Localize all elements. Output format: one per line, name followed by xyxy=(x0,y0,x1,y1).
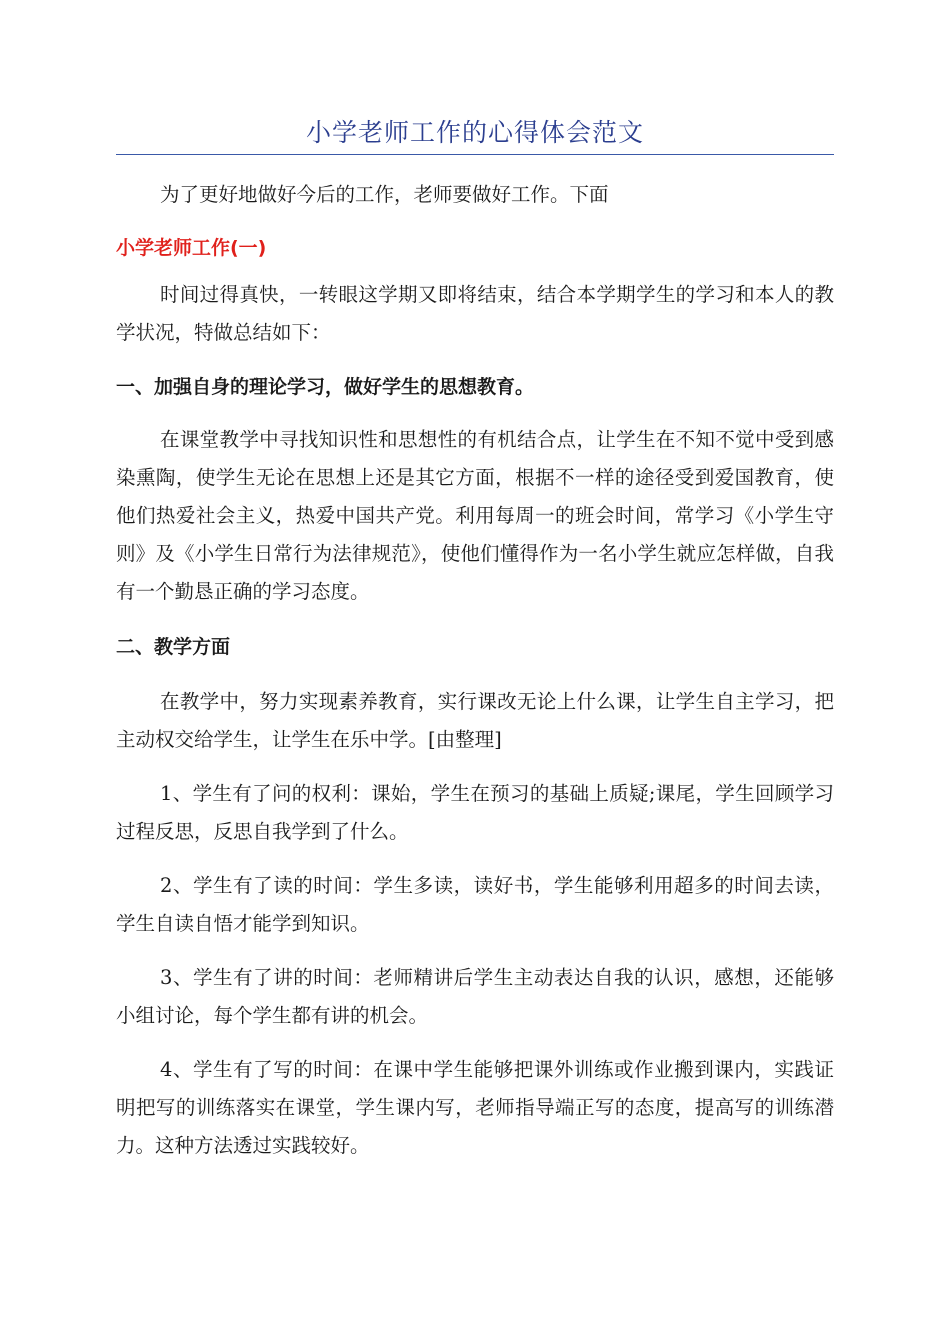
list-item-3: 3、学生有了讲的时间：老师精讲后学生主动表达自我的认识，感想，还能够小组讨论，每个学生都有讲的机会。 xyxy=(116,966,834,1027)
section-heading-red: 小学老师工作(一) xyxy=(116,237,267,259)
paragraph-3: 在教学中，努力实现素养教育，实行课改无论上什么课，让学生自主学习，把主动权交给学生，让学生在乐中学。[由整理] xyxy=(116,690,834,751)
title-underline xyxy=(116,154,834,155)
heading-2: 二、教学方面 xyxy=(116,636,231,658)
list-item-2: 2、学生有了读的时间：学生多读，读好书，学生能够利用超多的时间去读，学生自读自悟才能学到知识。 xyxy=(116,874,834,935)
paragraph-2: 在课堂教学中寻找知识性和思想性的有机结合点，让学生在不知不觉中受到感染熏陶，使学生无论在思想上还是其它方面，根据不一样的途径受到爱国教育，使他们热爱社会主义，热爱中国共产党。利用每周一的班会时间，常学习《小学生守则》及《小学生日常行为法律规范》，使他们懂得作为一名小学生就应怎样做，自我有一个勤恳正确的学习态度。 xyxy=(116,428,834,603)
heading-1: 一、加强自身的理论学习，做好学生的思想教育。 xyxy=(116,376,535,398)
list-item-1: 1、学生有了问的权利：课始，学生在预习的基础上质疑;课尾，学生回顾学习过程反思，反思自我学到了什么。 xyxy=(116,782,834,843)
document-title: 小学老师工作的心得体会范文 xyxy=(305,118,644,147)
paragraph-1: 时间过得真快，一转眼这学期又即将结束，结合本学期学生的学习和本人的教学状况，特做总结如下： xyxy=(116,283,834,344)
list-item-4: 4、学生有了写的时间：在课中学生能够把课外训练或作业搬到课内，实践证明把写的训练落实在课堂，学生课内写，老师指导端正写的态度，提高写的训练潜力。这种方法透过实践较好。 xyxy=(116,1058,834,1157)
intro-paragraph: 为了更好地做好今后的工作，老师要做好工作。下面 xyxy=(160,183,609,206)
